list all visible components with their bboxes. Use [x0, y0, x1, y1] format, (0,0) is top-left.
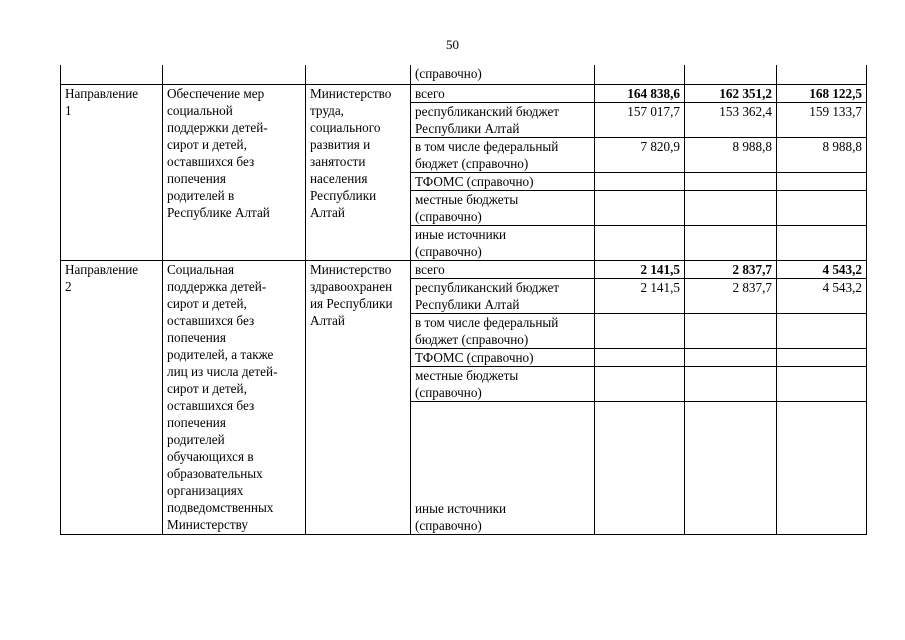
- cell-value-year1: 164 838,6: [595, 84, 685, 102]
- cell-value-year2: [685, 190, 777, 225]
- cell-value-year2: 162 351,2: [685, 84, 777, 102]
- cell-source: всего: [411, 260, 595, 278]
- table-row: [61, 84, 867, 102]
- cell-value-year1: [595, 172, 685, 190]
- cell-source: местные бюджеты (справочно): [411, 190, 595, 225]
- cell-source: республиканский бюджет Республики Алтай: [411, 102, 595, 137]
- cell-value-year3: [777, 225, 867, 260]
- cell-value-year1: 2 141,5: [595, 278, 685, 313]
- cell-value-year1: [595, 313, 685, 348]
- cell-value-year3: [777, 313, 867, 348]
- cell-source: в том числе федеральный бюджет (справочно): [411, 137, 595, 172]
- cell-value-year3: [777, 348, 867, 366]
- cell-value-year1: [595, 366, 685, 401]
- cell-value-year1: 7 820,9: [595, 137, 685, 172]
- cell-value-year2: 2 837,7: [685, 260, 777, 278]
- direction-executor: Министерство труда, социального развития и занятости населения Республики Алтай: [306, 84, 411, 260]
- cell-source: республиканский бюджет Республики Алтай: [411, 278, 595, 313]
- direction-description: Обеспечение мер социальной поддержки детей- сирот и детей, оставшихся без попечения родителей в Республике Алтай: [163, 84, 306, 260]
- cell-empty: [61, 65, 163, 84]
- cell-empty: [777, 65, 867, 84]
- cell-value-year2: [685, 366, 777, 401]
- cell-value-year2: [685, 348, 777, 366]
- cell-source: в том числе федеральный бюджет (справочно): [411, 313, 595, 348]
- cell-value-year3: 8 988,8: [777, 137, 867, 172]
- cell-value-year2: 2 837,7: [685, 278, 777, 313]
- cell-value-year2: [685, 225, 777, 260]
- cell-value-year1: [595, 401, 685, 534]
- cell-value-year1: [595, 225, 685, 260]
- table-row: [61, 260, 867, 278]
- cell-source: иные источники (справочно): [411, 401, 595, 534]
- cell-value-year3: 4 543,2: [777, 278, 867, 313]
- page-number: 50: [446, 37, 459, 52]
- cell-source: всего: [411, 84, 595, 102]
- cell-value-year3: [777, 401, 867, 534]
- cell-value-year2: [685, 172, 777, 190]
- cell-value-year1: 157 017,7: [595, 102, 685, 137]
- cell-empty: [685, 65, 777, 84]
- table-row-continuation: [61, 65, 867, 84]
- cell-value-year2: 8 988,8: [685, 137, 777, 172]
- cell-source: (справочно): [411, 65, 595, 84]
- cell-value-year2: 153 362,4: [685, 102, 777, 137]
- direction-description: Социальная поддержка детей- сирот и детей, оставшихся без попечения родителей, а также лиц из числа детей- сирот и детей, оставшихся без попечения родителей обучающихся в образовательных организациях подведомственных Министерству: [163, 260, 306, 534]
- direction-executor: Министерство здравоохранен ия Республики Алтай: [306, 260, 411, 534]
- cell-value-year2: [685, 313, 777, 348]
- cell-source: местные бюджеты (справочно): [411, 366, 595, 401]
- cell-value-year3: 168 122,5: [777, 84, 867, 102]
- cell-value-year1: [595, 190, 685, 225]
- cell-value-year3: 159 133,7: [777, 102, 867, 137]
- cell-value-year2: [685, 401, 777, 534]
- cell-empty: [163, 65, 306, 84]
- cell-value-year3: [777, 366, 867, 401]
- cell-value-year3: 4 543,2: [777, 260, 867, 278]
- cell-empty: [306, 65, 411, 84]
- cell-value-year3: [777, 172, 867, 190]
- budget-table: [60, 65, 867, 535]
- cell-value-year1: [595, 348, 685, 366]
- cell-empty: [595, 65, 685, 84]
- cell-value-year1: 2 141,5: [595, 260, 685, 278]
- direction-label: Направление 2: [61, 260, 163, 534]
- cell-value-year3: [777, 190, 867, 225]
- cell-source: ТФОМС (справочно): [411, 172, 595, 190]
- cell-source: иные источники (справочно): [411, 225, 595, 260]
- direction-label: Направление 1: [61, 84, 163, 260]
- cell-source: ТФОМС (справочно): [411, 348, 595, 366]
